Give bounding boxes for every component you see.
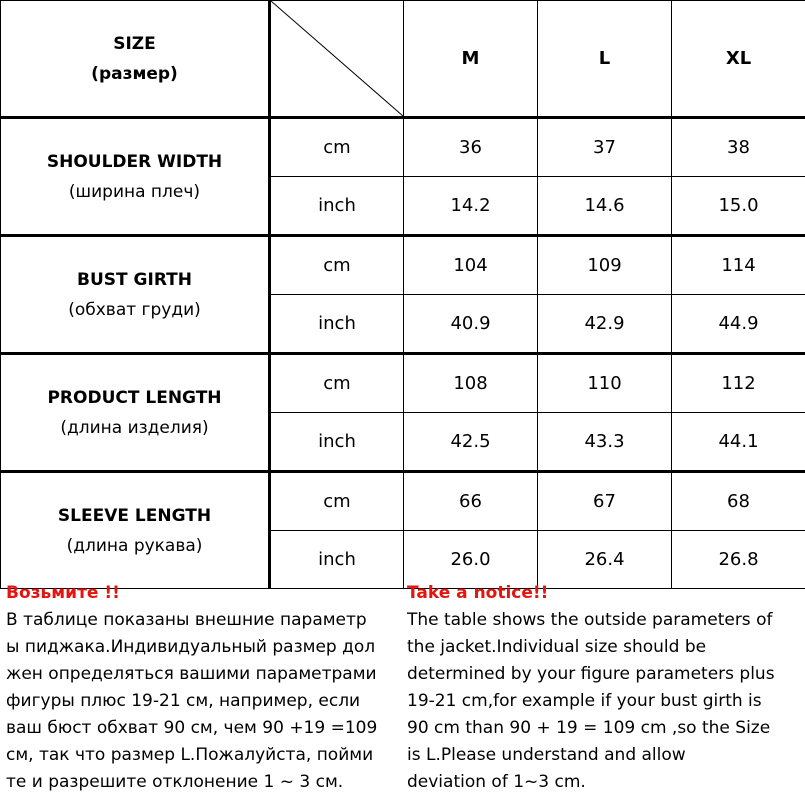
- table-row: [1, 354, 805, 413]
- value-cell: 44.9: [672, 295, 805, 354]
- size-title: SIZE: [113, 33, 156, 54]
- row-subtitle: (ширина плеч): [68, 181, 201, 202]
- notice-line: фигуры плюс 19-21 см, например, если: [6, 691, 361, 711]
- value-cell: 109: [538, 236, 672, 295]
- value-cell: 114: [672, 236, 805, 295]
- value-cell: 37: [538, 118, 672, 177]
- value-cell: 67: [538, 472, 672, 531]
- value-cell: 110: [538, 354, 672, 413]
- bust-girth-label: [1, 236, 270, 354]
- table-row: [1, 236, 805, 295]
- notice-line: 90 cm than 90 + 19 = 109 cm ,so the Size: [407, 718, 771, 738]
- row-title: SLEEVE LENGTH: [57, 505, 212, 526]
- value-cell: 68: [672, 472, 805, 531]
- notice-title-en: Take a notice!!: [407, 583, 549, 603]
- unit-cell: cm: [270, 236, 404, 295]
- size-l-header: L: [538, 1, 672, 118]
- unit-cell: inch: [270, 177, 404, 236]
- value-cell: 14.2: [404, 177, 538, 236]
- shoulder-width-label: [1, 118, 270, 236]
- notice-title-ru: Возьмите !!: [6, 583, 120, 603]
- notice-line: те и разрешите отклонение 1 ~ 3 см.: [6, 772, 344, 792]
- notice-line: ы пиджака.Индивидуальный размер дол: [6, 637, 376, 657]
- notice-line: the jacket.Individual size should be: [407, 637, 707, 657]
- unit-cell: inch: [270, 531, 404, 589]
- row-title: PRODUCT LENGTH: [47, 387, 222, 408]
- value-cell: 108: [404, 354, 538, 413]
- row-subtitle: (длина изделия): [60, 417, 209, 438]
- value-cell: 43.3: [538, 413, 672, 472]
- value-cell: 44.1: [672, 413, 805, 472]
- notice-line: deviation of 1~3 cm.: [407, 772, 586, 792]
- sleeve-length-label: [1, 472, 270, 589]
- notice-english: [407, 580, 803, 796]
- value-cell: 40.9: [404, 295, 538, 354]
- unit-cell: cm: [270, 472, 404, 531]
- notice-line: The table shows the outside parameters of: [407, 610, 773, 630]
- value-cell: 42.9: [538, 295, 672, 354]
- product-length-label: [1, 354, 270, 472]
- table-row: [1, 118, 805, 177]
- header-row: [1, 1, 805, 118]
- value-cell: 104: [404, 236, 538, 295]
- value-cell: 26.4: [538, 531, 672, 589]
- unit-cell: cm: [270, 118, 404, 177]
- row-subtitle: (обхват груди): [68, 299, 201, 320]
- value-cell: 36: [404, 118, 538, 177]
- diagonal-line: [271, 1, 403, 116]
- table-row: [1, 472, 805, 531]
- notice-line: 19-21 cm,for example if your bust girth is: [407, 691, 762, 711]
- row-subtitle: (длина рукава): [66, 535, 203, 556]
- size-title-ru: (размер): [91, 63, 178, 84]
- notice-line: is L.Please understand and allow: [407, 745, 686, 765]
- row-title: BUST GIRTH: [77, 269, 192, 290]
- notice-line: determined by your figure parameters plus: [407, 664, 775, 684]
- size-header-cell: [1, 1, 270, 118]
- size-xl-header: XL: [672, 1, 805, 118]
- value-cell: 26.0: [404, 531, 538, 589]
- size-m-header: M: [404, 1, 538, 118]
- notice-line: В таблице показаны внешние параметр: [6, 610, 367, 630]
- value-cell: 26.8: [672, 531, 805, 589]
- value-cell: 14.6: [538, 177, 672, 236]
- notice-line: жен определяться вашими параметрами: [6, 664, 377, 684]
- notice-russian: [6, 580, 402, 796]
- notice-section: [0, 580, 805, 805]
- diagonal-corner-cell: [270, 1, 404, 118]
- unit-cell: inch: [270, 413, 404, 472]
- row-title: SHOULDER WIDTH: [46, 151, 223, 172]
- value-cell: 15.0: [672, 177, 805, 236]
- value-cell: 66: [404, 472, 538, 531]
- value-cell: 112: [672, 354, 805, 413]
- value-cell: 42.5: [404, 413, 538, 472]
- notice-line: см, так что размер L.Пожалуйста, пойми: [6, 745, 374, 765]
- value-cell: 38: [672, 118, 805, 177]
- unit-cell: inch: [270, 295, 404, 354]
- unit-cell: cm: [270, 354, 404, 413]
- notice-line: ваш бюст обхват 90 см, чем 90 +19 =109: [6, 718, 378, 738]
